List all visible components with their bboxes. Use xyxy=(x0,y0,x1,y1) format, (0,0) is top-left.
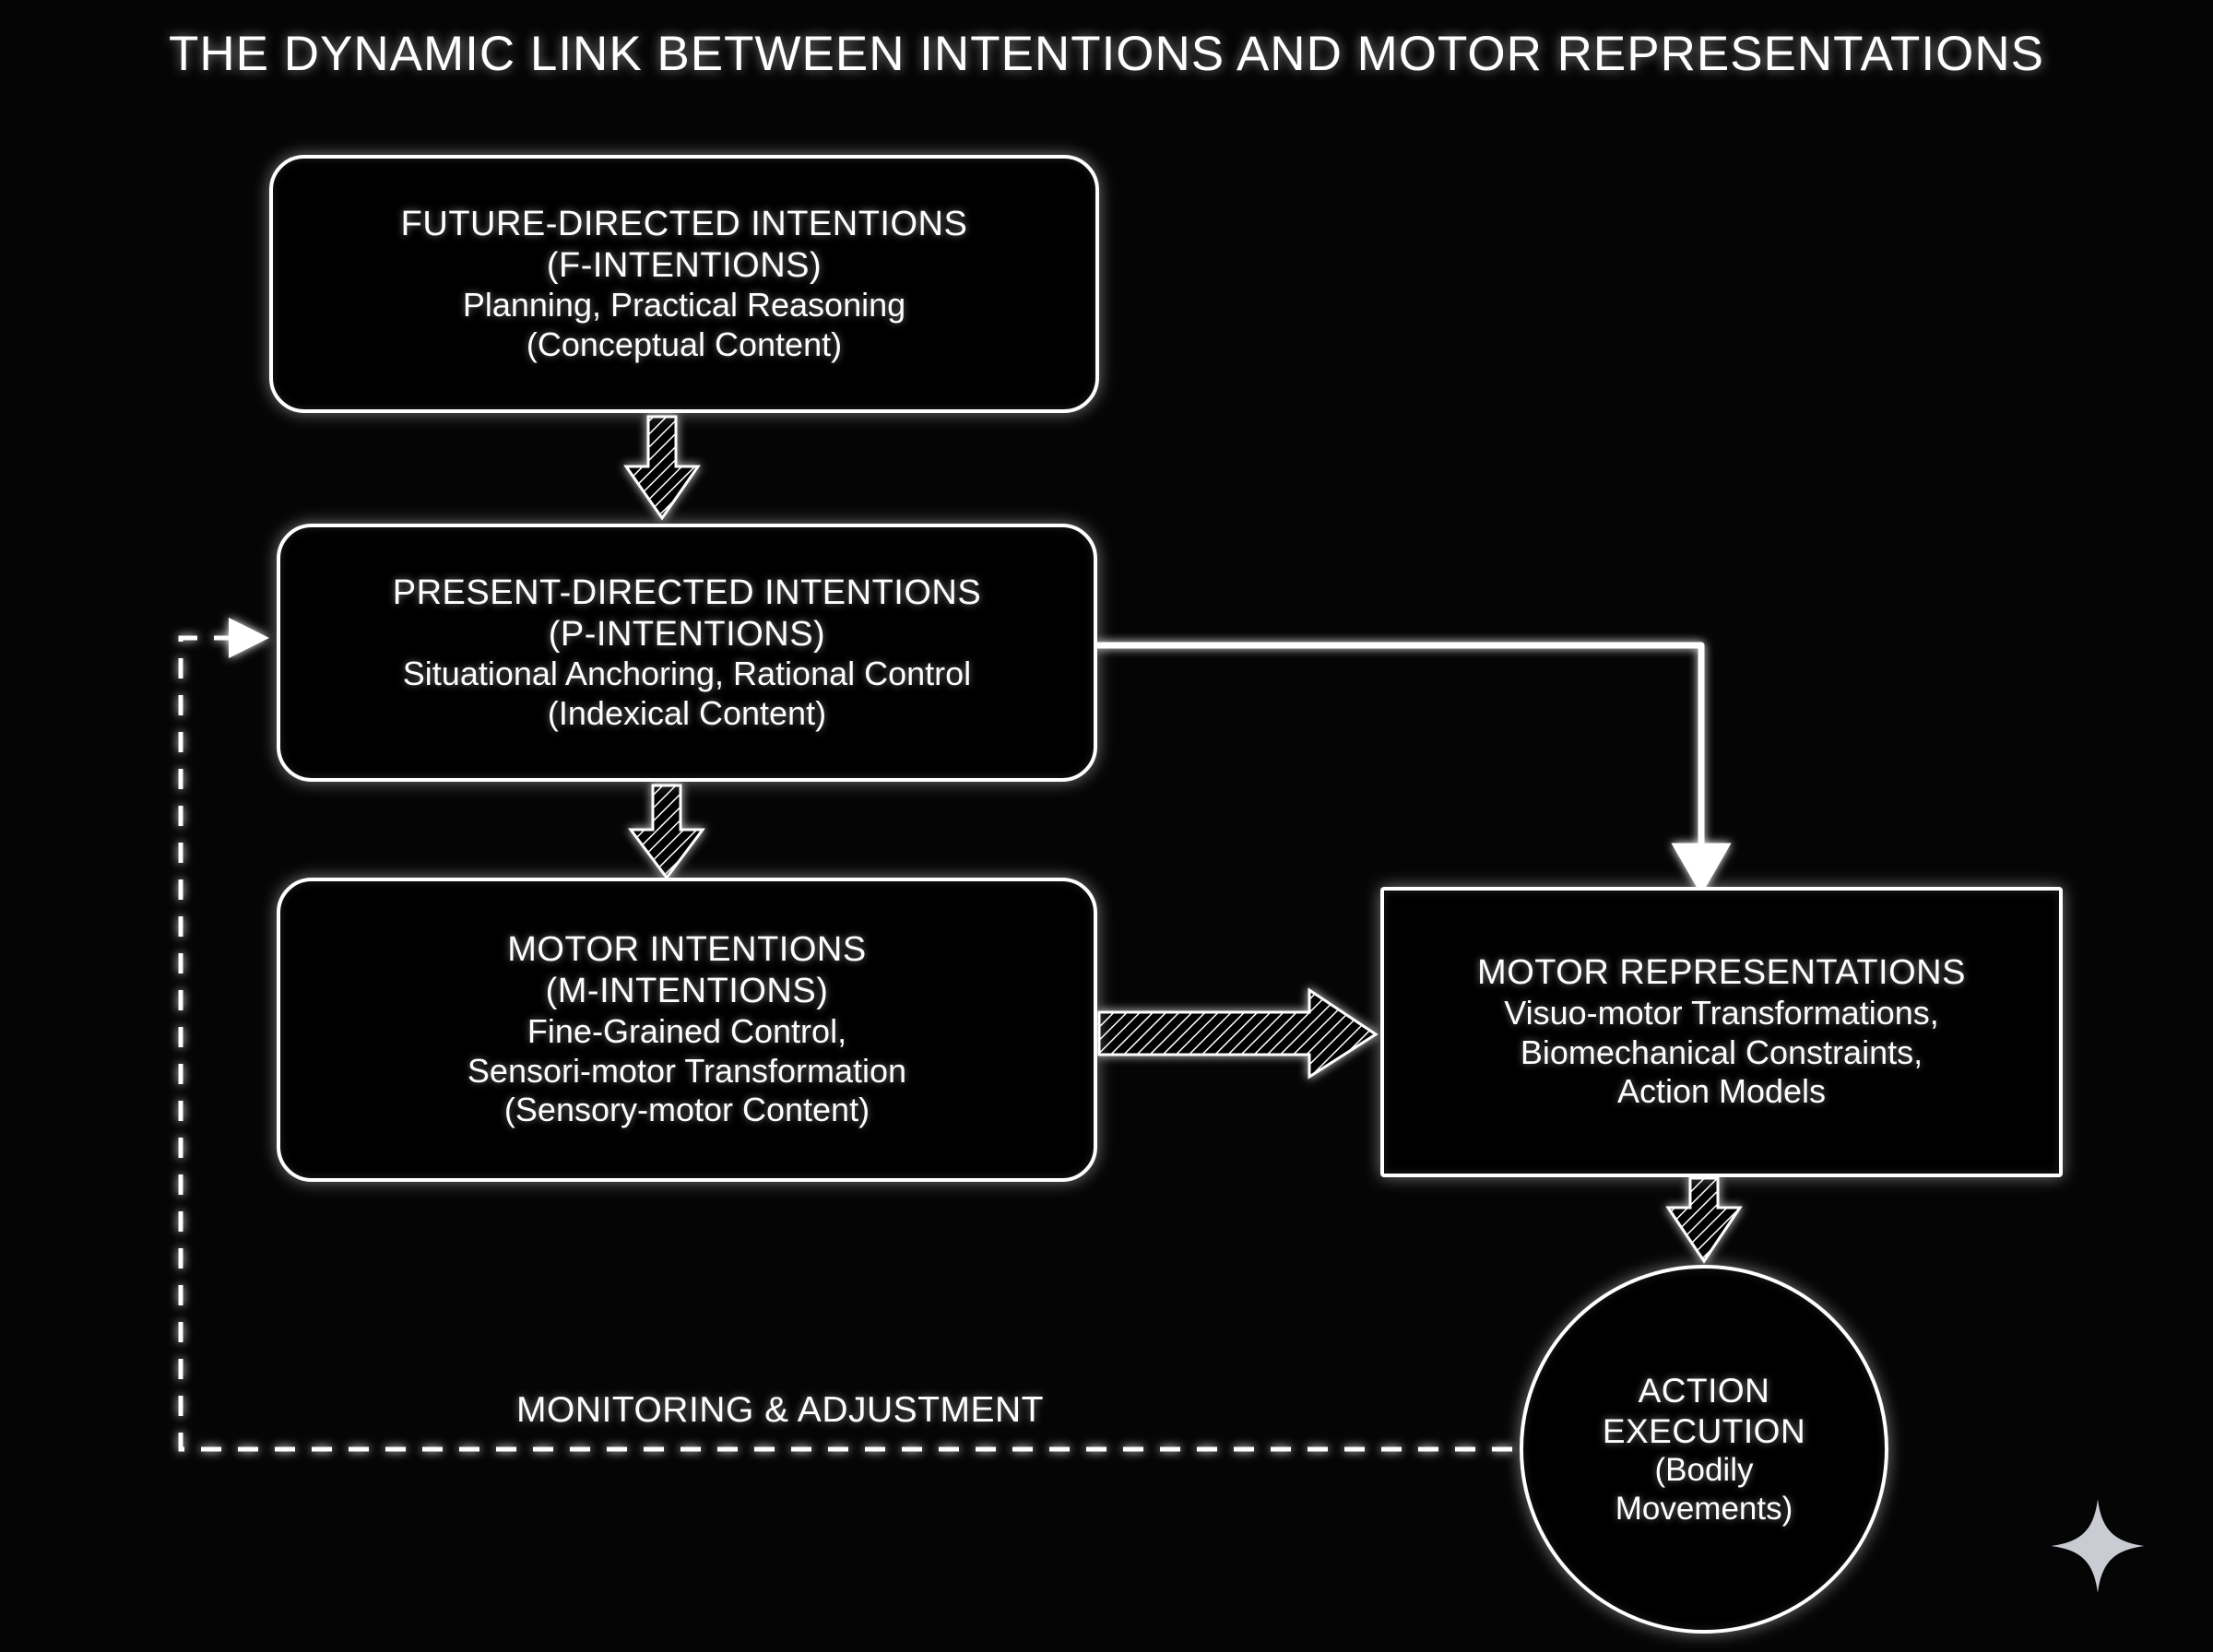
node-detail-line: Sensori-motor Transformation xyxy=(467,1051,907,1090)
node-detail-line: (Indexical Content) xyxy=(547,693,827,732)
node-detail-line: Situational Anchoring, Rational Control xyxy=(402,655,972,693)
node-title-line: (P-INTENTIONS) xyxy=(548,614,826,654)
node-detail-line: (Conceptual Content) xyxy=(526,324,843,363)
node-motor-representations[interactable] xyxy=(1380,887,2063,1177)
sparkle-icon xyxy=(2047,1495,2148,1597)
node-title-line: EXECUTION xyxy=(1602,1411,1806,1450)
node-title-line: ACTION xyxy=(1638,1372,1770,1410)
arrow-p-to-m xyxy=(631,785,703,878)
node-present-directed-intentions[interactable] xyxy=(277,524,1097,782)
arrow-f-to-p xyxy=(626,417,698,518)
node-title-line: FUTURE-DIRECTED INTENTIONS xyxy=(400,204,968,243)
node-title-line: PRESENT-DIRECTED INTENTIONS xyxy=(392,572,982,612)
node-detail-line: Movements) xyxy=(1615,1490,1793,1527)
node-future-directed-intentions[interactable] xyxy=(269,155,1099,413)
node-title-line: MOTOR INTENTIONS xyxy=(507,930,867,970)
node-action-execution[interactable] xyxy=(1520,1265,1888,1634)
feedback-loop-label: MONITORING & ADJUSTMENT xyxy=(516,1390,1044,1430)
arrow-m-to-representations xyxy=(1099,990,1376,1077)
node-detail-line: Visuo-motor Transformations, xyxy=(1504,994,1939,1032)
node-title-line: (M-INTENTIONS) xyxy=(545,972,829,1011)
node-title-line: MOTOR REPRESENTATIONS xyxy=(1477,953,1966,993)
node-detail-line: Fine-Grained Control, xyxy=(527,1012,847,1051)
node-detail-line: Action Models xyxy=(1616,1072,1827,1111)
node-motor-intentions[interactable] xyxy=(277,878,1097,1182)
node-detail-line: (Sensory-motor Content) xyxy=(503,1091,870,1129)
node-detail-line: (Bodily xyxy=(1654,1452,1754,1489)
arrow-representations-to-action xyxy=(1668,1178,1740,1261)
node-detail-line: Biomechanical Constraints, xyxy=(1520,1032,1923,1071)
page-title: THE DYNAMIC LINK BETWEEN INTENTIONS AND MOTOR REPRESENTATIONS xyxy=(169,27,2044,81)
arrow-p-to-representations xyxy=(1097,645,1729,892)
node-detail-line: Planning, Practical Reasoning xyxy=(462,286,906,324)
node-title-line: (F-INTENTIONS) xyxy=(546,245,822,285)
